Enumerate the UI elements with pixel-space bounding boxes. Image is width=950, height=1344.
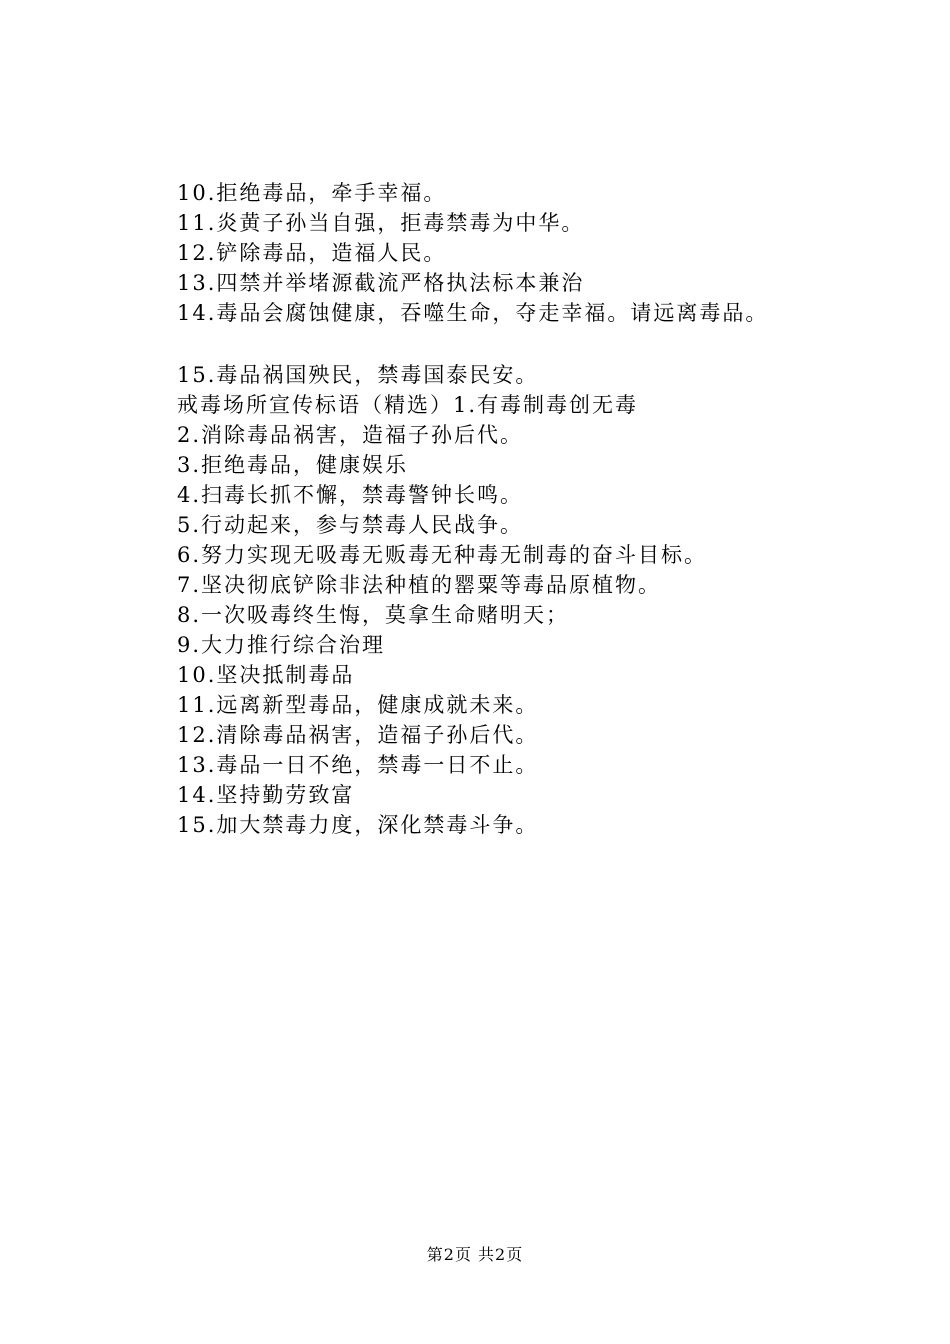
slogan-line: 13.四禁并举堵源截流严格执法标本兼治 bbox=[177, 271, 585, 295]
slogan-list-part-1 bbox=[177, 178, 877, 328]
slogan-list-part-2 bbox=[177, 360, 877, 840]
slogan-line: 15.加大禁毒力度，深化禁毒斗争。 bbox=[177, 813, 539, 837]
slogan-line: 3.拒绝毒品，健康娱乐 bbox=[177, 453, 409, 477]
section-heading-line: 戒毒场所宣传标语（精选）1.有毒制毒创无毒 bbox=[177, 393, 639, 417]
slogan-line: 7.坚决彻底铲除非法种植的罂粟等毒品原植物。 bbox=[177, 573, 662, 597]
slogan-line: 13.毒品一日不绝，禁毒一日不止。 bbox=[177, 753, 539, 777]
slogan-line: 12.铲除毒品，造福人民。 bbox=[177, 241, 447, 265]
slogan-line: 14.毒品会腐蚀健康，吞噬生命，夺走幸福。请远离毒品。 bbox=[177, 301, 769, 325]
slogan-line: 11.炎黄子孙当自强，拒毒禁毒为中华。 bbox=[177, 211, 585, 235]
slogan-line: 2.消除毒品祸害，造福子孙后代。 bbox=[177, 423, 524, 447]
slogan-line: 12.清除毒品祸害，造福子孙后代。 bbox=[177, 723, 539, 747]
slogan-line: 5.行动起来，参与禁毒人民战争。 bbox=[177, 513, 524, 537]
slogan-line: 4.扫毒长抓不懈，禁毒警钟长鸣。 bbox=[177, 483, 524, 507]
slogan-line: 11.远离新型毒品，健康成就未来。 bbox=[177, 693, 539, 717]
slogan-line: 9.大力推行综合治理 bbox=[177, 633, 386, 657]
slogan-line: 15.毒品祸国殃民，禁毒国泰民安。 bbox=[177, 363, 539, 387]
slogan-line: 14.坚持勤劳致富 bbox=[177, 783, 355, 807]
slogan-line: 10.拒绝毒品，牵手幸福。 bbox=[177, 181, 447, 205]
slogan-line: 6.努力实现无吸毒无贩毒无种毒无制毒的奋斗目标。 bbox=[177, 543, 708, 567]
page-footer: 第2页 共2页 bbox=[426, 1245, 524, 1264]
slogan-line: 10.坚决抵制毒品 bbox=[177, 663, 355, 687]
slogan-line: 8.一次吸毒终生悔，莫拿生命赌明天； bbox=[177, 603, 570, 627]
